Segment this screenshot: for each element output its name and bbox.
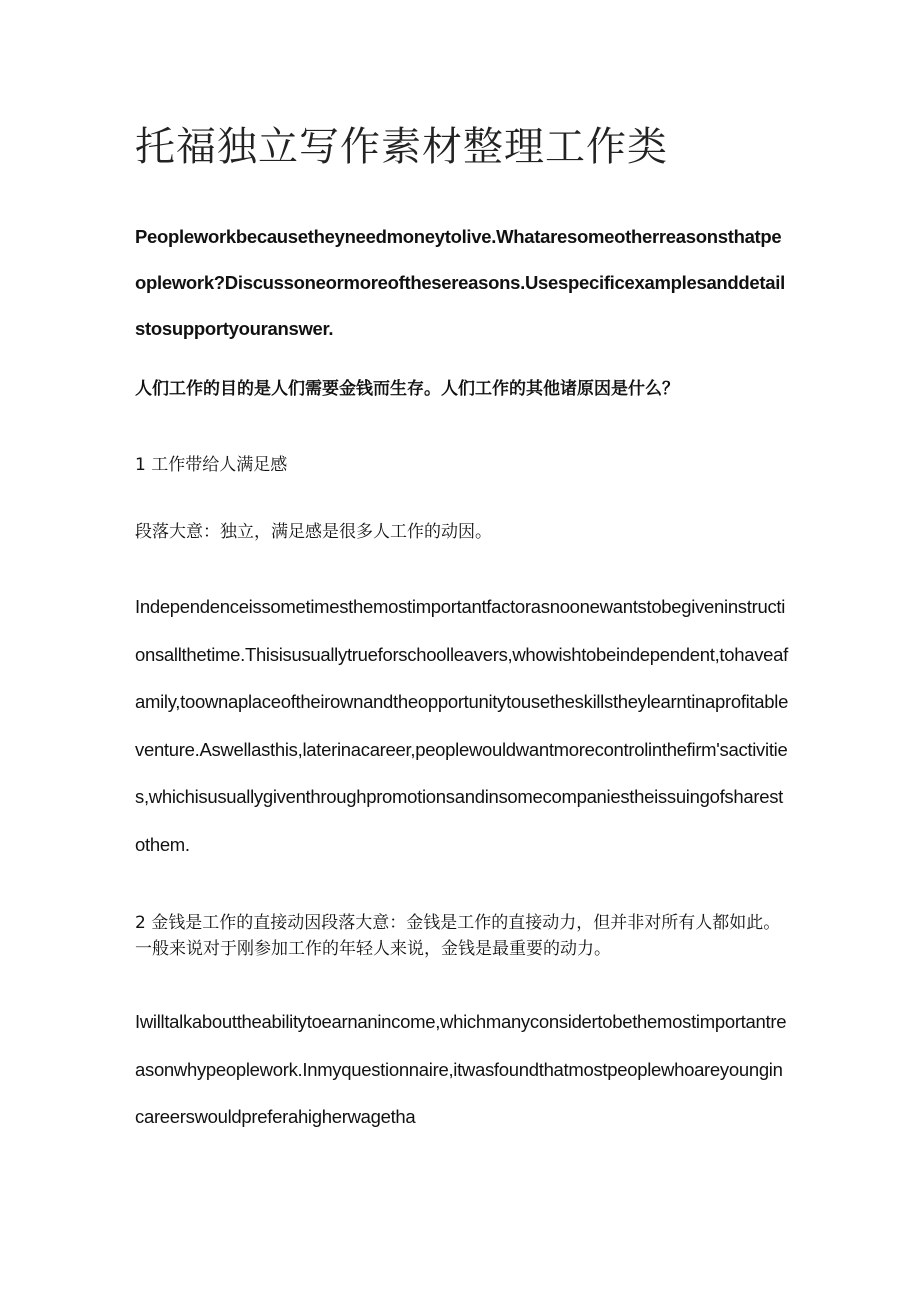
- section-2-paragraph: Iwilltalkabouttheabilitytoearnanincome,whichmanyconsidertobethemostimportantreasonwhypeoplework.Inmyquestionnaire,itwasfoundthatmostpeoplewhoareyoungincareerswouldpreferahigherwagetha: [135, 1011, 787, 1127]
- essay-prompt: Peopleworkbecausetheyneedmoneytolive.Whataresomeotherreasonsthatpeoplework?Discussoneormoreofthesereasons.Usespecificexamplesanddetailstosupportyouranswer.: [135, 226, 785, 339]
- section-1-paragraph: Independenceissometimesthemostimportantfactorasnoonewantstobegiveninstructionsallthetime.Thisisusuallytrueforschoolleavers,whowishtobeindependent,tohaveafamily,toownaplaceoftheirownandtheopportunitytousetheskillstheylearntinaprofitableventure.Aswellasthis,laterinacareer,peoplewouldwantmorecontrolinthefirm'sactivities,whichisusuallygiventhroughpromotionsandinsomecompaniestheissuingofsharestothem.: [135, 596, 789, 855]
- section-1-heading: 1 工作带给人满足感: [135, 455, 288, 475]
- document-body: [135, 118, 790, 1141]
- prompt-translation: 人们工作的目的是人们需要金钱而生存。人们工作的其他诸原因是什么？: [135, 379, 679, 399]
- section-2-heading: 2 金钱是工作的直接动因段落大意：金钱是工作的直接动力，但并非对所有人都如此。一般来说对于刚参加工作的年轻人来说，金钱是最重要的动力。: [135, 913, 781, 959]
- page-title: 托福独立写作素材整理工作类: [135, 124, 668, 170]
- section-1-summary: 段落大意：独立，满足感是很多人工作的动因。: [135, 522, 492, 542]
